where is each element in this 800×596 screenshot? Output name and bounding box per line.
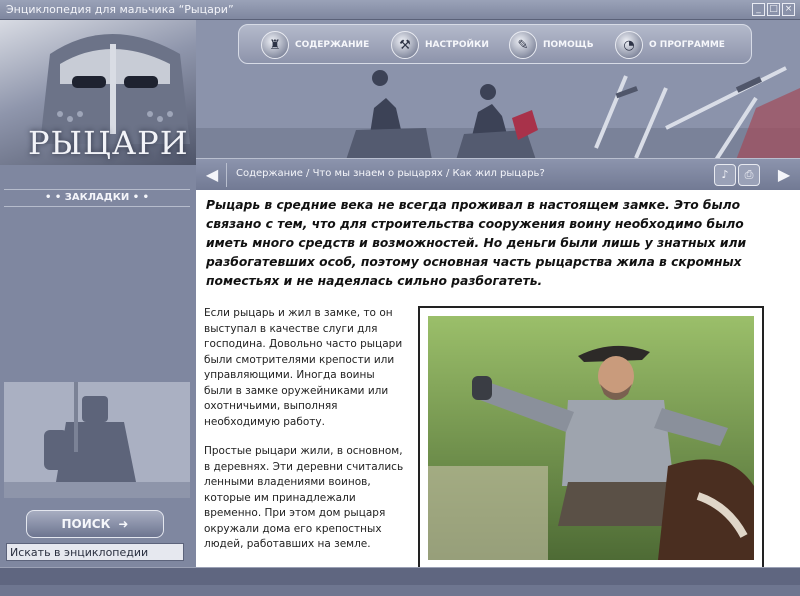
wrench-icon: ⚒	[391, 31, 419, 59]
nav-label: О ПРОГРАММЕ	[649, 40, 725, 50]
logo-area	[0, 20, 196, 185]
article-content	[196, 190, 800, 567]
castle-icon: ♜	[261, 31, 289, 59]
forward-arrow-icon[interactable]: ▶	[777, 165, 791, 184]
left-panel	[0, 165, 196, 567]
divider	[226, 163, 227, 187]
search-button[interactable]	[26, 510, 164, 538]
nav-label: ПОМОЩЬ	[543, 40, 594, 50]
search-button-label: ПОИСК	[61, 517, 111, 531]
mounted-knight-photo	[428, 316, 754, 560]
info-icon: ◔	[615, 31, 643, 59]
window-title: Энциклопедия для мальчика “Рыцари”	[6, 3, 234, 16]
book-icon: ✎	[509, 31, 537, 59]
minimize-button[interactable]: _	[752, 3, 765, 16]
article-lead: Рыцарь в средние века не всегда проживал в настоящем замке. Это было связано с тем, что для строительства сооружения воину необходимо было иметь много средств и возможностей. Но деньги были лишь у знатных или разбогатевших особ, поэтому основная часть рыцарства жила в скромных поместьях и не надеялась сильно разбогатеть.	[206, 198, 747, 288]
logo-title: РЫЦАРИ	[28, 124, 189, 162]
nav-about[interactable]	[615, 31, 725, 59]
article-body	[204, 306, 404, 596]
close-button[interactable]: ×	[782, 3, 795, 16]
knight-statue-image	[4, 382, 190, 498]
main-nav	[238, 24, 752, 64]
nav-contents[interactable]	[261, 31, 369, 59]
sound-icon[interactable]: ♪	[714, 164, 736, 186]
bookmarks-header[interactable]: • • ЗАКЛАДКИ • •	[4, 189, 190, 207]
nav-settings[interactable]	[391, 31, 489, 59]
nav-help[interactable]	[509, 31, 594, 59]
maximize-button[interactable]: □	[767, 3, 780, 16]
breadcrumb[interactable]: Содержание / Что мы знаем о рыцарях / Как жил рыцарь?	[236, 168, 545, 179]
status-bar	[0, 567, 800, 585]
paragraph: Если рыцарь и жил в замке, то он выступал в качестве слуги для господина. Довольно часто рыцари были смотрителями крепости или управляющими. Иногда воины были в замке оружейниками или охотничьими, выполняя необходимую работу.	[204, 307, 403, 428]
arrow-right-icon: ➜	[118, 517, 129, 531]
breadcrumb-bar	[196, 158, 800, 190]
back-arrow-icon[interactable]: ◀	[205, 165, 219, 184]
knights-banner-image	[196, 68, 800, 160]
paragraph: Простые рыцари жили, в основном, в деревнях. Эти деревни считались ленными владениями воинов, которые им принадлежали временно. При этом дом рыцаря окружали дома его крепостных людей, работавших на земле.	[204, 445, 404, 550]
nav-label: СОДЕРЖАНИЕ	[295, 40, 370, 50]
photo-frame	[418, 306, 764, 576]
print-icon[interactable]: ⎙	[738, 164, 760, 186]
nav-label: НАСТРОЙКИ	[425, 40, 489, 50]
title-bar	[0, 0, 800, 20]
search-input[interactable]	[6, 543, 184, 561]
bookmarks-list[interactable]	[4, 209, 190, 379]
